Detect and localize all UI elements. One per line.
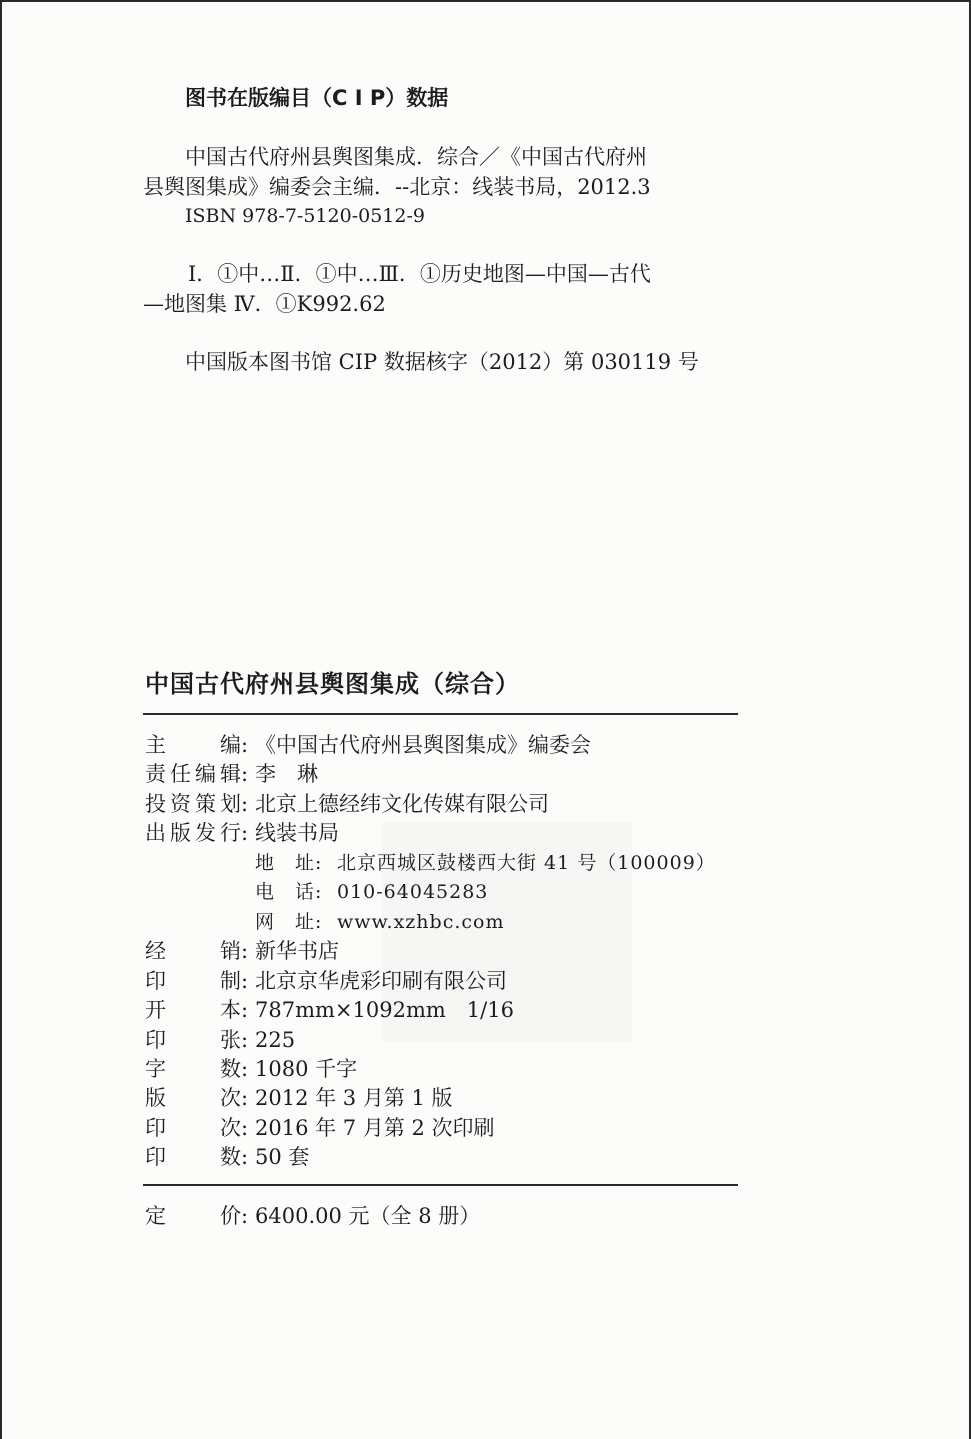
row-value: 787mm×1092mm 1/16: [255, 998, 514, 1022]
row-value: 010-64045283: [337, 881, 489, 903]
row-label: 开 本: [145, 998, 241, 1022]
row-value: 1080 千字: [255, 1057, 358, 1081]
row-value: 225: [255, 1028, 296, 1052]
row-label: 版 次: [145, 1086, 241, 1110]
cip-classification-1: Ⅰ．①中…Ⅱ．①中…Ⅲ．①历史地图—中国—古代: [188, 262, 651, 286]
book-title: 中国古代府州县舆图集成（综合）: [145, 670, 520, 698]
row-value: 北京上德经纬文化传媒有限公司: [255, 792, 549, 816]
row-value: 2012 年 3 月第 1 版: [255, 1086, 453, 1110]
row-label: 网 址: [255, 911, 315, 933]
row-label: 印 数: [145, 1145, 241, 1169]
publisher-address: 地 址: 北京西城区鼓楼西大街 41 号（100009）: [255, 849, 716, 877]
row-label: 出版发行: [145, 821, 241, 845]
row-label: 印 制: [145, 969, 241, 993]
row-label: 投资策划: [145, 792, 241, 816]
row-label: 责任编辑: [145, 762, 241, 786]
row-format: 开 本: 787mm×1092mm 1/16: [145, 998, 514, 1022]
row-value: 北京西城区鼓楼西大街 41 号（100009）: [337, 852, 716, 874]
row-value: www.xzhbc.com: [337, 911, 505, 933]
row-value: 线装书局: [255, 821, 339, 845]
cip-classification-2: —地图集 Ⅳ．①K992.62: [143, 292, 386, 316]
row-publisher: 出版发行: 线装书局: [145, 821, 339, 845]
row-responsible-editor: 责任编辑: 李 琳: [145, 762, 318, 786]
row-word-count: 字 数: 1080 千字: [145, 1057, 358, 1081]
row-label: 字 数: [145, 1057, 241, 1081]
row-value: 50 套: [255, 1145, 310, 1169]
row-label: 经 销: [145, 939, 241, 963]
cip-isbn: ISBN 978-7-5120-0512-9: [185, 205, 425, 227]
row-label: 定 价: [145, 1204, 241, 1228]
row-sheets: 印 张: 225: [145, 1028, 296, 1052]
cip-line-2: 县舆图集成》编委会主编．--北京：线装书局，2012.3: [143, 175, 651, 199]
row-value: 新华书店: [255, 939, 339, 963]
row-label: 印 张: [145, 1028, 241, 1052]
row-value: 6400.00 元（全 8 册）: [255, 1204, 481, 1228]
row-value: 《中国古代府州县舆图集成》编委会: [255, 733, 591, 757]
cip-line-1: 中国古代府州县舆图集成．综合／《中国古代府州: [185, 145, 647, 169]
row-print-run: 印 数: 50 套: [145, 1145, 310, 1169]
row-price: 定 价: 6400.00 元（全 8 册）: [145, 1204, 481, 1228]
row-distributor: 经 销: 新华书店: [145, 939, 339, 963]
row-label: 电 话: [255, 881, 315, 903]
row-editor: 主 编: 《中国古代府州县舆图集成》编委会: [145, 733, 591, 757]
row-label: 主 编: [145, 733, 241, 757]
cip-heading: 图书在版编目（C I P）数据: [185, 86, 449, 110]
row-printer: 印 制: 北京京华虎彩印刷有限公司: [145, 969, 507, 993]
row-value: 李 琳: [255, 762, 318, 786]
row-label: 印 次: [145, 1116, 241, 1140]
publisher-website: 网 址: www.xzhbc.com: [255, 908, 504, 936]
row-printing: 印 次: 2016 年 7 月第 2 次印刷: [145, 1116, 495, 1140]
price-rule: [143, 1184, 738, 1186]
row-investment-planning: 投资策划: 北京上德经纬文化传媒有限公司: [145, 792, 549, 816]
row-label: 地 址: [255, 852, 315, 874]
row-edition: 版 次: 2012 年 3 月第 1 版: [145, 1086, 453, 1110]
row-value: 2016 年 7 月第 2 次印刷: [255, 1116, 495, 1140]
row-value: 北京京华虎彩印刷有限公司: [255, 969, 507, 993]
title-rule: [143, 713, 738, 715]
publisher-phone: 电 话: 010-64045283: [255, 878, 488, 906]
cip-record-number: 中国版本图书馆 CIP 数据核字（2012）第 030119 号: [185, 350, 699, 374]
